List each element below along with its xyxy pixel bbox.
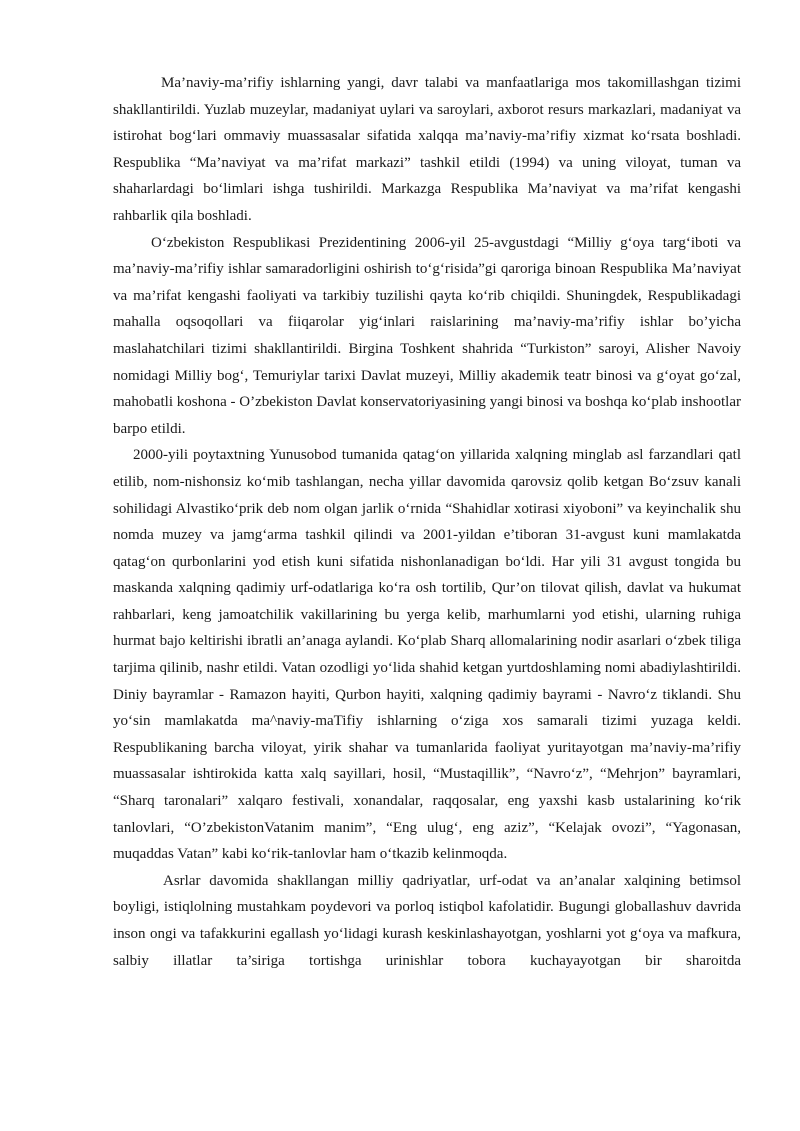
paragraph-1: Ma’naviy-ma’rifiy ishlarning yangi, davr talabi va manfaatlariga mos takomillashgan tizimi shakllantirildi. Yuzlab muzeylar, madaniyat uylari va saroylari, axborot resurs markazlari, madaniyat va istirohat bog‘lari ommaviy muassasalar sifatida xalqqa ma’naviy-ma’rifiy xizmat ko‘rsata boshladi. Respublika “Ma’naviyat va ma’rifat markazi” tashkil etildi (1994) va uning viloyat, tuman va shaharlardagi bo‘limlari ishga tushirildi. Markazga Respublika Ma’naviyat va ma’rifat kengashi rahbarlik qila boshladi. [113,75,741,224]
document-body [113,70,741,974]
paragraph-2: O‘zbekiston Respublikasi Prezidentining 2006-yil 25-avgustdagi “Milliy g‘oya targ‘iboti va ma’naviy-ma’rifiy ishlar samaradorligini oshirish to‘g‘risida”gi qaroriga binoan Respublika Ma’naviyat va ma’rifat kengashi faoliyati va tarkibiy tuzilishi qayta ko‘rib chiqildi. Shuningdek, Respublikadagi mahalla oqsoqollari va fiiqarolar yig‘inlari raislarining ma’naviy-ma’rifiy ishlar bo’yicha maslahatchilari tizimi shakllantirildi. Birgina Toshkent shahrida “Turkiston” saroyi, Alisher Navoiy nomidagi Milliy bog‘, Temuriylar tarixi Davlat muzeyi, Milliy akademik teatr binosi va g‘oyat go‘zal, mahobatli koshona - O’zbekiston Davlat konservatoriyasining yangi binosi va boshqa ko‘plab inshootlar barpo etildi. [113,234,741,437]
paragraph-4: Asrlar davomida shakllangan milliy qadriyatlar, urf-odat va an’analar xalqining betimsol boyligi, istiqlolning mustahkam poydevori va porloq istiqbol kafolatidir. Bugungi globallashuv davrida inson ongi va tafakkurini egallash yo‘lidagi kurash keskinlashayotgan, yoshlarni yot g‘oya va mafkura, salbiy illatlar ta’siriga tortishga urinishlar tobora kuchayayotgan bir sharoitda [113,872,741,969]
paragraph-3: 2000-yili poytaxtning Yunusobod tumanida qatag‘on yillarida xalqning minglab asl farzandlari qatl etilib, nom-nishonsiz ko‘mib tashlangan, necha yillar davomida qarovsiz qolib ketgan Bo‘zsuv kanali sohilidagi Alvastiko‘prik deb nom olgan jarlik o‘rnida “Shahidlar xotirasi xiyoboni” va keyinchalik shu nomda muzey va jamg‘arma tashkil qilindi va 2001-yildan e’tiboran 31-avgust kuni mamlakatda qatag‘on qurbonlarini yod etish kuni sifatida nishonlanadigan bo‘ldi. Har yili 31 avgust tongida bu maskanda xalqning qadimiy urf-odatlariga ko‘ra osh tortilib, Qur’on tilovat qilish, davlat va hukumat rahbarlari, keng jamoatchilik vakillarining bu yerga kelib, marhumlarni yod etishi, ularning ruhiga hurmat bajo keltirishi ibratli an’anaga aylandi. Ko‘plab Sharq allomalarining nodir asarlari o‘zbek tiliga tarjima qilinib, nashr etildi. Vatan ozodligi yo‘lida shahid ketgan yurtdoshlaming nomi abadiylashtirildi. Diniy bayramlar - Ramazon hayiti, Qurbon hayiti, xalqning qadimiy bayrami - Navro‘z tiklandi. Shu yo‘sin mamlakatda ma^naviy-maTifiy ishlarning o‘ziga xos samarali tizimi yuzaga keldi. Respublikaning barcha viloyat, yirik shahar va tumanlarida faoliyat yuritayotgan ma’naviy-ma’rifiy muassasalar ishtirokida katta xalq sayillari, hosil, “Mustaqillik”, “Navro‘z”, “Mehrjon” bayramlari, “Sharq taronalari” xalqaro festivali, xonandalar, raqqosalar, eng yaxshi kasb ustalarining ko‘rik tanlovlari, “O’zbekistonVatanim manim”, “Eng ulug‘, eng aziz”, “Kelajak ovozi”, “Yagonasan, muqaddas Vatan” kabi ko‘rik-tanlovlar ham o‘tkazib kelinmoqda. [113,447,741,863]
